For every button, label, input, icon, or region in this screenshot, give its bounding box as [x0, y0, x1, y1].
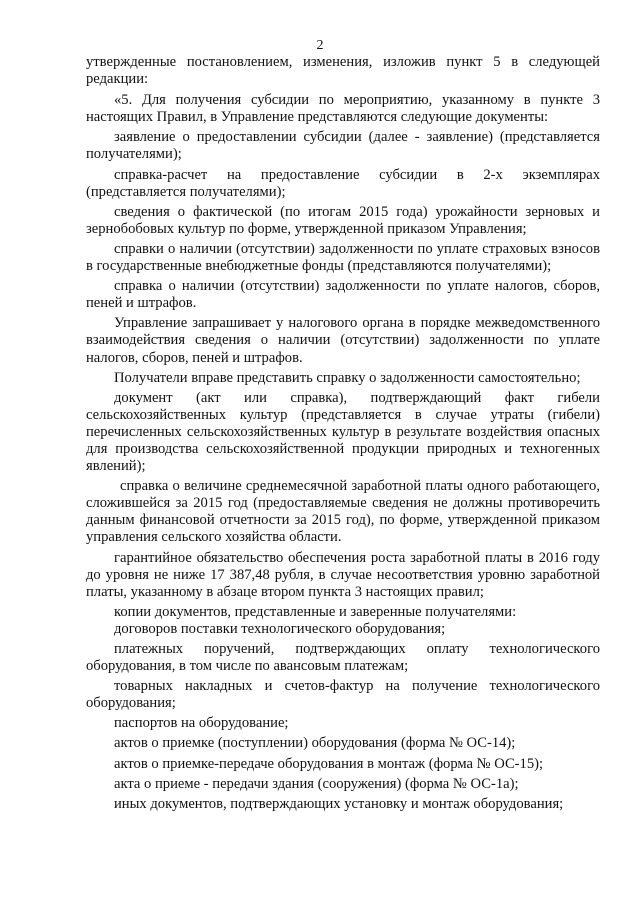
paragraph-request: Управление запрашивает у налогового органа в порядке межведомственного взаимодействия сведения о наличии (отсутствии) задолженности по уплате налогов, сборов, пеней и штрафов. [86, 315, 600, 366]
paragraph-application: заявление о предоставлении субсидии (далее - заявление) (представляется получателями); [86, 129, 600, 163]
paragraph-intro: утвержденные постановлением, изменения, изложив пункт 5 в следующей редакции: [86, 54, 600, 88]
document-body [86, 54, 600, 813]
paragraph-os1a: акта о приеме - передачи здания (сооружения) (форма № ОС-1а); [114, 775, 519, 792]
paragraph-guarantee: гарантийное обязательство обеспечения роста заработной платы в 2016 году до уровня не ниже 17 387,48 рубля, в случае несоответствия уровню заработной платы, указанному в абзаце втором пункта 3 настоящих правил; [86, 549, 600, 600]
paragraph-os14: актов о приемке (поступлении) оборудования (форма № ОС-14); [114, 735, 516, 752]
paragraph-yield-info: сведения о фактической (по итогам 2015 года) урожайности зерновых и зернобобовых культур по форме, утвержденной приказом Управления; [86, 203, 600, 237]
paragraph-calculation: справка-расчет на предоставление субсидии в 2-х экземплярах (представляется получателями); [86, 166, 600, 200]
paragraph-copies: копии документов, представленные и заверенные получателями: [114, 603, 517, 620]
page-number: 2 [316, 38, 324, 53]
paragraph-self-submit: Получатели вправе представить справку о задолженности самостоятельно; [114, 369, 581, 386]
paragraph-salary-certificate: справка о величине среднемесячной заработной платы одного работающего, сложившейся за 2015 год (предоставляемые сведения не должны противоречить данным финансовой отчетности за 2015 год), по форме, утвержденной приказом управления сельского хозяйства области. [86, 478, 600, 546]
paragraph-payments: платежных поручений, подтверждающих оплату технологического оборудования, в том числе по авансовым платежам; [86, 641, 600, 675]
paragraph-tax-debt: справка о наличии (отсутствии) задолженности по уплате налогов, сборов, пеней и штрафов. [86, 278, 600, 312]
paragraph-invoices: товарных накладных и счетов-фактур на получение технологического оборудования; [86, 678, 600, 712]
paragraph-insurance-debt: справки о наличии (отсутствии) задолженности по уплате страховых взносов в государственные внебюджетные фонды (представляются получателями); [86, 240, 600, 275]
paragraph-os15: актов о приемке-передаче оборудования в монтаж (форма № ОС-15); [114, 755, 544, 772]
paragraph-passports: паспортов на оборудование; [114, 715, 289, 732]
paragraph-crop-loss: документ (акт или справка), подтверждающий факт гибели сельскохозяйственных культур (представляется в случае утраты (гибели) перечисленных сельскохозяйственных культур в результате воздействия опасных для производства сельскохозяйственной продукции природных и техногенных явлений); [86, 389, 600, 475]
paragraph-contracts: договоров поставки технологического оборудования; [114, 620, 446, 637]
paragraph-item-5: «5. Для получения субсидии по мероприятию, указанному в пункте 3 настоящих Правил, в Управление представляются следующие документы: [86, 92, 600, 126]
paragraph-other-docs: иных документов, подтверждающих установку и монтаж оборудования; [114, 795, 564, 812]
